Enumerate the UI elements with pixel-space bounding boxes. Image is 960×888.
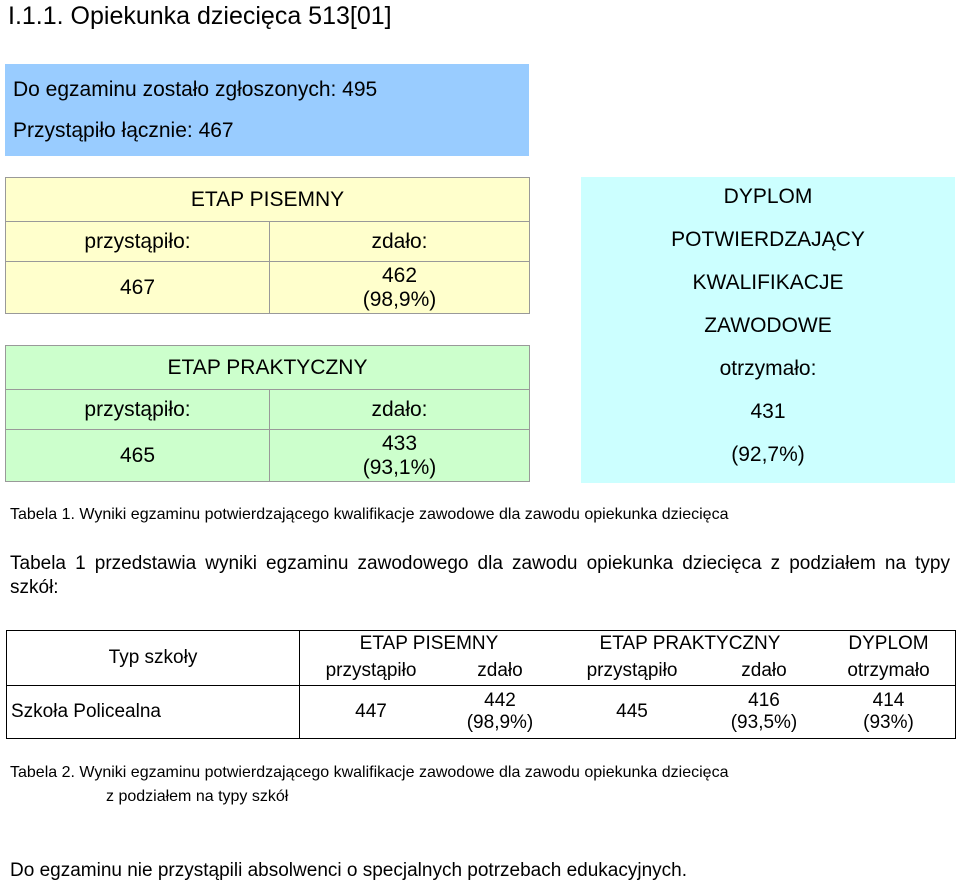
diploma-line-4: ZAWODOWE bbox=[704, 314, 832, 337]
row-passed-practical bbox=[706, 686, 822, 739]
diploma-line-2: POTWIERDZAJĄCY bbox=[671, 228, 865, 251]
written-took-value: 467 bbox=[6, 262, 270, 314]
summary-box bbox=[5, 64, 529, 156]
practical-passed-label: zdało: bbox=[270, 390, 530, 430]
written-passed-value: 462 bbox=[381, 263, 418, 287]
practical-title: ETAP PRAKTYCZNY bbox=[6, 346, 530, 390]
practical-took-label: przystąpiło: bbox=[6, 390, 270, 430]
page-heading: I.1.1. Opiekunka dziecięca 513[01] bbox=[8, 2, 392, 30]
row-passed-written-value: 442 bbox=[484, 690, 516, 711]
written-passed-pct: (98,9%) bbox=[362, 287, 437, 311]
row-took-practical: 445 bbox=[616, 701, 648, 722]
diploma-line-1: DYPLOM bbox=[723, 185, 813, 208]
header-took-written: przystąpiło bbox=[325, 660, 417, 681]
table1-caption: Tabela 1. Wyniki egzaminu potwierdzającego kwalifikacje zawodowe dla zawodu opiekunka dziecięca bbox=[10, 506, 729, 523]
practical-passed-pct: (93,1%) bbox=[362, 455, 437, 479]
intro-paragraph: Tabela 1 przedstawia wyniki egzaminu zawodowego dla zawodu opiekunka dziecięca z podziałem na typy szkół: bbox=[10, 553, 950, 598]
header-diploma: DYPLOM bbox=[848, 633, 929, 654]
table2-caption-line-1: Tabela 2. Wyniki egzaminu potwierdzającego kwalifikacje zawodowe dla zawodu opiekunka dziecięca bbox=[10, 764, 729, 781]
row-received-value: 414 bbox=[872, 690, 905, 711]
row-passed-written-pct: (98,9%) bbox=[466, 712, 534, 733]
footer-note: Do egzaminu nie przystąpili absolwenci o specjalnych potrzebach edukacyjnych. bbox=[10, 860, 687, 881]
written-stage-table bbox=[5, 177, 530, 314]
header-took-practical: przystąpiło bbox=[586, 660, 678, 681]
header-received: otrzymało bbox=[847, 660, 930, 681]
summary-registered: Do egzaminu zostało zgłoszonych: 495 bbox=[13, 78, 378, 101]
summary-took: Przystąpiło łącznie: 467 bbox=[13, 119, 234, 142]
practical-took-value: 465 bbox=[6, 430, 270, 482]
diploma-received-value: 431 bbox=[750, 400, 786, 423]
header-written: ETAP PISEMNY bbox=[359, 633, 499, 654]
written-passed-cell bbox=[270, 262, 530, 314]
diploma-box bbox=[581, 177, 955, 483]
header-school-type: Typ szkoły bbox=[7, 631, 300, 686]
written-took-label: przystąpiło: bbox=[6, 222, 270, 262]
row-passed-practical-value: 416 bbox=[748, 690, 780, 711]
written-title: ETAP PISEMNY bbox=[6, 178, 530, 222]
header-passed-practical: zdało bbox=[741, 660, 787, 681]
table-row bbox=[7, 686, 956, 739]
row-took-written: 447 bbox=[355, 701, 387, 722]
diploma-received-label: otrzymało: bbox=[719, 357, 817, 380]
practical-passed-cell bbox=[270, 430, 530, 482]
written-passed-label: zdało: bbox=[270, 222, 530, 262]
row-passed-written bbox=[442, 686, 558, 739]
practical-stage-table bbox=[5, 345, 530, 482]
table2-caption-line-2: z podziałem na typy szkół bbox=[106, 788, 289, 805]
row-received bbox=[822, 686, 956, 739]
diploma-received-pct: (92,7%) bbox=[731, 443, 805, 466]
practical-passed-value: 433 bbox=[381, 431, 418, 455]
row-passed-practical-pct: (93,5%) bbox=[730, 712, 798, 733]
row-received-pct: (93%) bbox=[863, 712, 914, 733]
school-type-table bbox=[6, 630, 956, 739]
diploma-line-3: KWALIFIKACJE bbox=[692, 271, 844, 294]
header-passed-written: zdało bbox=[477, 660, 523, 681]
row-school-type: Szkoła Policealna bbox=[7, 686, 300, 739]
header-practical: ETAP PRAKTYCZNY bbox=[599, 633, 781, 654]
